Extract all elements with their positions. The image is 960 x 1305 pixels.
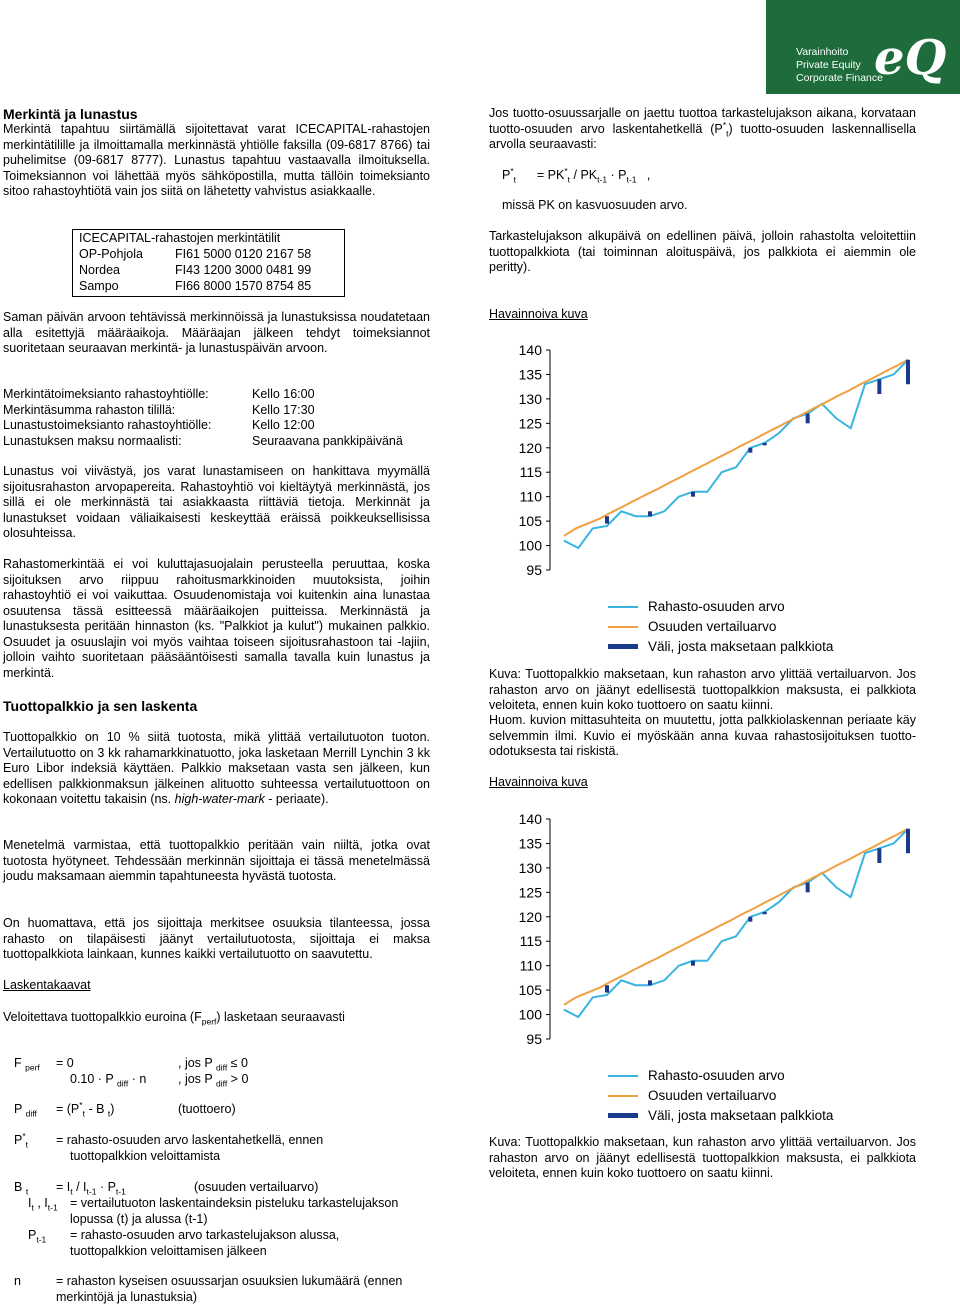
fperf-eq1: = 0 — [56, 1056, 74, 1070]
y-tick-label: 105 — [518, 513, 542, 530]
schedule-label-1: Merkintätoimeksianto rahastoyhtiölle: — [3, 387, 209, 401]
it-def-2: lopussa (t) ja alussa (t-1) — [70, 1212, 208, 1226]
fperf-cond2: , jos P $_{diff}$ > 0 — [178, 1072, 249, 1089]
heading-merkinta: Merkintä ja lunastus — [3, 106, 138, 122]
schedule-label-2: Merkintäsumma rahaston tilillä: — [3, 402, 176, 417]
series-line-0 — [564, 829, 908, 1017]
pk-formula-rest: / PK — [573, 168, 598, 182]
schedule-value-4: Seuraavana pankkipäivänä — [252, 433, 403, 448]
y-tick-label: 130 — [518, 390, 542, 407]
pstar-def-1: = rahasto-osuuden arvo laskentahetkellä, ennen — [56, 1133, 324, 1147]
pk-formula-eq: = PK — [536, 168, 565, 182]
y-tick-label: 135 — [518, 366, 542, 383]
pk-explanation: missä PK on kasvuosuuden arvo. — [502, 198, 688, 212]
y-tick-label: 115 — [519, 464, 542, 481]
y-tick-label: 110 — [519, 957, 542, 974]
n-def-2: merkintöjä ja lunastuksia) — [56, 1290, 198, 1304]
caption-2: Kuva: Tuottopalkkio maksetaan, kun rahaston arvo ylittää vertailuarvon. Jos rahaston arvo on jäänyt edellisestä tuottopalkkion maksusta, ei palkkiota veloiteta, ennen kuin koko tuottoero on saatu kiinni. — [489, 1135, 916, 1180]
y-tick-label: 120 — [518, 908, 542, 925]
paragraph-maaraajat: Saman päivän arvoon tehtävissä merkinnöissä ja lunastuksissa noudatetaan alla esitettyjä määräaikoja. Määräajan jälkeen tehdyt toimeksiannot suoritetaan seuraavan merkintä- ja lunastuspäivän arvoon. — [3, 310, 430, 355]
p8-end: ) lasketaan seuraavasti — [216, 1010, 345, 1024]
accounts-title: ICECAPITAL-rahastojen merkintätilit — [79, 231, 281, 245]
pk-formula: $P^*_t$ = $PK^*_t / PK_{t-1} \cdot P_{t-1}$ , — [502, 165, 651, 185]
accounts-box — [72, 229, 345, 297]
schedule-value-1: Kello 16:00 — [252, 387, 315, 401]
chart-2 — [498, 804, 918, 1054]
account-iban-2: FI43 1200 3000 0481 99 — [175, 263, 312, 277]
legend-item-benchmark: Osuuden vertailuarvo — [608, 617, 908, 637]
y-tick-label: 95 — [526, 1031, 542, 1047]
logo-line-1: Varainhoito — [796, 46, 849, 58]
pstar-symbol: $P^*_t$ — [14, 1130, 29, 1150]
series-line-1 — [564, 360, 908, 536]
paragraph-tuotto-osuus: Jos tuotto-osuussarjalle on jaettu tuottoa tarkastelujakson aikana, korvataan tuotto-osuuden arvo laskentahetkellä $(P^*_t)$ tuotto-osuuden laskennallisella arvolla seuraavasti: — [489, 106, 916, 151]
legend-item-benchmark: Osuuden vertailuarvo — [608, 1086, 908, 1106]
right-p1-text: Jos tuotto-osuussarjalle on jaettu tuottoa tarkastelujakson aikana, korvataan tuotto-osuuden arvo laskentahetkellä (P — [489, 106, 916, 136]
p5-italic: high-water-mark — [174, 792, 265, 806]
pdiff-eq: = ($P^*_t$ - B $_t$) — [56, 1099, 115, 1119]
paragraph-peruutus: Rahastomerkintää ei voi kuluttajasuojalain perusteella peruuttaa, koska sijoituksen arvo riippuu rahoitusmarkkinoiden muutoksista, joihin rahastoyhtiö ei voi vaikuttaa. Osuudenomistaja voi kuitenkin aina lunastaa osuutensa tässä esitteessä määräaikojen puitteissa. Merkinnästä ja lunastuksesta peritään hinnaston (ks. "Palkkiot ja kulut") mukainen palkkio. Osuudet ja osuuslajin voi myös vaihtaa toiseen sijoitusrahastoon tai -lajiin, jolloin vaihto suoritetaan pääsääntöisesti samalla tavalla kuin lunastus ja merkintä. — [3, 557, 430, 680]
y-tick-label: 100 — [518, 537, 542, 554]
pt1-def-1: = rahasto-osuuden arvo tarkastelujakson alussa, — [70, 1228, 340, 1242]
p5-end: - periaate). — [268, 792, 329, 806]
paragraph-merkinta: Merkintä tapahtuu siirtämällä sijoitettavat varat ICECAPITAL-rahastojen merkintätilille ja ilmoittamalla merkinnästä yhtiölle faksilla (09-6817 8766) tai puhelimitse (09-6817 8777). Lunastus tapahtuu vastaavalla ilmoituksella. Toimeksiannon voi lähettää myös sähköpostilla, mutta tällöin toimeksianto sitoo rahastoyhtiötä vain jos siitä on lähetetty vahvistus asiakkaalle. — [3, 122, 430, 198]
paragraph-fperf — [3, 1010, 345, 1027]
series-line-1 — [564, 829, 908, 1005]
paragraph-menetelma: Menetelmä varmistaa, että tuottopalkkio peritään vain niiltä, jotka ovat tuotosta hyötyneet. Tehdessään merkinnän sijoittaja ei tässä menetelmässä joudu maksamaan aiemmin tapahtuneesta hyvästä tuotosta. — [3, 838, 430, 883]
y-tick-label: 105 — [518, 982, 542, 999]
p5-text: Tuottopalkkio on 10 % siitä tuotosta, mikä ylittää vertailutuoton tuoton. Vertailutuotto on 3 kk rahamarkkinatuotto, joka lasketaan Merrill Lynchin 3 kk Euro Libor indeksiä käyttäen. Palkkio maksetaan vasta sen jälkeen, kun edellisen palkkionmaksun jälkeinen alituotto suhteessa vertailutuottoon on kokonaan voitettu takaisin (ns. — [3, 730, 430, 806]
y-tick-label: 115 — [519, 933, 542, 950]
p8-text: Veloitettava tuottopalkkio euroina (F — [3, 1010, 202, 1024]
formula-block — [14, 1055, 434, 1304]
series-line-0 — [564, 360, 908, 548]
paragraph-viivastys: Lunastus voi viivästyä, jos varat lunastamiseen on hankittava myymällä sijoitusrahaston arvopapereita. Rahastoyhtiö voi kieltäytyä merkinnästä, jos sillä ei ole merkinnästä tai asiakkaasta riittäviä tietoja. Merkinnät ja lunastukset voidaan väliaikaisesti keskeyttää eräissä poikkeuksellisissa olosuhteissa. — [3, 464, 430, 540]
chart-1 — [498, 335, 918, 585]
pt1-def-2: tuottopalkkion veloittamisen jälkeen — [70, 1244, 267, 1258]
y-tick-label: 110 — [519, 488, 542, 505]
account-iban-1: FI61 5000 0120 2167 58 — [175, 247, 312, 261]
y-tick-label: 135 — [518, 835, 542, 852]
schedule-value-2: Kello 17:30 — [252, 402, 315, 417]
y-tick-label: 125 — [518, 884, 542, 901]
legend-item-fund: Rahasto-osuuden arvo — [608, 597, 908, 617]
account-bank-2: Nordea — [79, 263, 120, 277]
account-iban-3: FI66 8000 1570 8754 85 — [175, 279, 312, 293]
pstar-def-2: tuottopalkkion veloittamista — [70, 1149, 221, 1163]
bt-symbol: B $_t$ — [14, 1180, 29, 1197]
paragraph-tuottopalkkio — [3, 730, 430, 808]
account-bank-1: OP-Pohjola — [79, 247, 143, 261]
pdiff-symbol: P $_{diff}$ — [14, 1102, 37, 1119]
chart-heading-2: Havainnoiva kuva — [489, 775, 588, 789]
fperf-cond1: , jos P $_{diff}$ ≤ 0 — [178, 1056, 248, 1073]
bt-note: (osuuden vertailuarvo) — [194, 1180, 319, 1194]
y-tick-label: 120 — [518, 439, 542, 456]
pdiff-note: (tuottoero) — [178, 1102, 236, 1116]
y-tick-label: 100 — [518, 1006, 542, 1023]
heading-laskentakaavat: Laskentakaavat — [3, 978, 91, 992]
pk-formula-rest2: · P — [610, 168, 627, 182]
logo-line-2: Private Equity — [796, 59, 861, 71]
y-tick-label: 130 — [518, 859, 542, 876]
account-bank-3: Sampo — [79, 279, 119, 293]
note-1: Huom. kuvion mittasuhteita on muutettu, jotta palkkiolaskennan periaate käy selvemmin ilmi. Kuvio ei myöskään anna kuvaa rahastosijoituksen tuotto-odotuksesta tai riskistä. — [489, 713, 916, 758]
bt-def: = $I_t / I_{t-1} \cdot P_{t-1}$ — [56, 1180, 126, 1197]
n-def-1: = rahaston kyseisen osuussarjan osuuksien lukumäärä (ennen — [56, 1274, 403, 1288]
pt1-symbol: $P_{t-1}$ — [28, 1228, 47, 1245]
logo-text — [796, 46, 883, 85]
eq-logo — [766, 0, 960, 94]
legend-item-fee-gap: Väli, josta maksetaan palkkiota — [608, 637, 908, 657]
n-symbol: n — [14, 1274, 21, 1288]
it-symbol: $I_t$ , $I_{t-1}$ — [28, 1196, 58, 1213]
y-tick-label: 140 — [518, 342, 542, 358]
chart-1-legend — [608, 597, 908, 661]
y-tick-label: 140 — [518, 811, 542, 827]
schedule-label-4: Lunastuksen maksu normaalisti: — [3, 433, 182, 448]
p8-sub: perf — [201, 1016, 217, 1027]
schedule-table — [3, 387, 430, 451]
caption-1: Kuva: Tuottopalkkio maksetaan, kun rahaston arvo ylittää vertailuarvon. Jos rahaston arvo on jäänyt edellisestä tuottopalkkion maksusta, ei palkkiota veloiteta, ennen kuin koko tuottoero on saatu kiinni. — [489, 667, 916, 712]
right-p1-end: ) tuotto-osuuden laskennallisella arvolla seuraavasti: — [489, 121, 916, 151]
logo-line-3: Corporate Finance — [796, 72, 883, 84]
heading-tuottopalkkio: Tuottopalkkio ja sen laskenta — [3, 698, 198, 714]
y-tick-label: 95 — [526, 562, 542, 578]
paragraph-tarkastelujakso: Tarkastelujakson alkupäivä on edellinen päivä, jolloin rahastolta veloitettiin tuottopalkkiota (tai toiminnan aloituspäivä, jos palkkiota ei aiemmin ole peritty). — [489, 229, 916, 274]
it-def-1: = vertailutuoton laskentaindeksin pisteluku tarkastelujakson — [70, 1196, 399, 1210]
legend-item-fund: Rahasto-osuuden arvo — [608, 1066, 908, 1086]
schedule-label-3: Lunastustoimeksianto rahastoyhtiölle: — [3, 418, 212, 432]
y-tick-label: 125 — [518, 415, 542, 432]
fperf-eq2: 0.10 · P $_{diff}$ · n — [70, 1072, 147, 1089]
paragraph-huomattava: On huomattava, että jos sijoittaja merkitsee osuuksia tilanteessa, jossa rahasto on tilapäisesti jäänyt vertailutuotosta, sijoittaja ei maksa tuottopalkkiota lainkaan, kunnes kaikki vertailutuotto on saavutettu. — [3, 916, 430, 961]
legend-item-fee-gap: Väli, josta maksetaan palkkiota — [608, 1106, 908, 1126]
fperf-symbol: F $_{perf}$ — [14, 1056, 40, 1073]
logo-mark: eQ — [874, 30, 947, 86]
schedule-value-3: Kello 12:00 — [252, 418, 315, 432]
chart-2-legend — [608, 1066, 908, 1130]
chart-heading-1: Havainnoiva kuva — [489, 307, 588, 321]
